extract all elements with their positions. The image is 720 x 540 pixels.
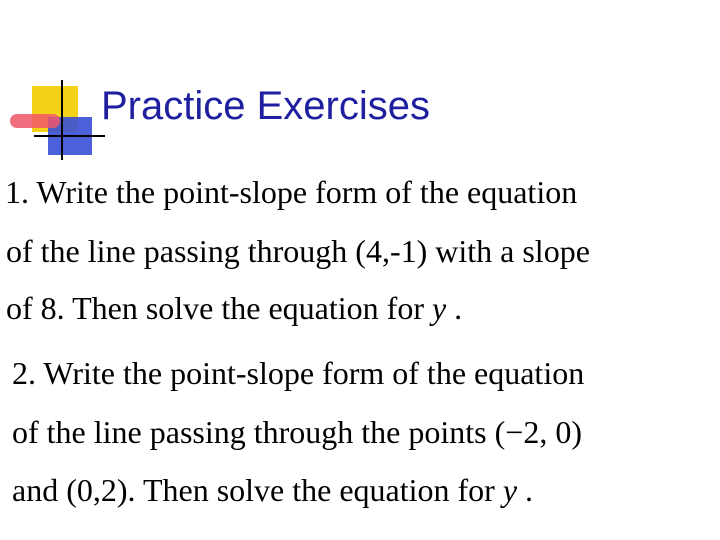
exercise-1-variable-y: y [431, 290, 447, 326]
slide-logo-graphic [0, 0, 110, 170]
exercise-2-line-2: of the line passing through the points (−2, 0) [12, 414, 582, 450]
exercise-1-line-3-end: . [446, 290, 463, 326]
exercise-1-line-3-text: of 8. Then solve the equation for [6, 290, 432, 326]
slide-title: Practice Exercises [101, 84, 430, 128]
exercise-1-line-3 [6, 292, 462, 324]
exercise-2-line-3 [12, 474, 533, 506]
logo-red-bar [10, 114, 60, 128]
exercise-2-line-1: 2. Write the point-slope form of the equation [12, 355, 585, 391]
exercise-2-line-3-end: . [517, 472, 534, 508]
exercise-1-line-1: 1. Write the point-slope form of the equation [5, 174, 578, 210]
exercise-2-variable-y: y [502, 472, 518, 508]
exercise-1-line-2: of the line passing through (4,-1) with a slope [6, 233, 590, 269]
exercise-2-line-3-text: and (0,2). Then solve the equation for [12, 472, 503, 508]
